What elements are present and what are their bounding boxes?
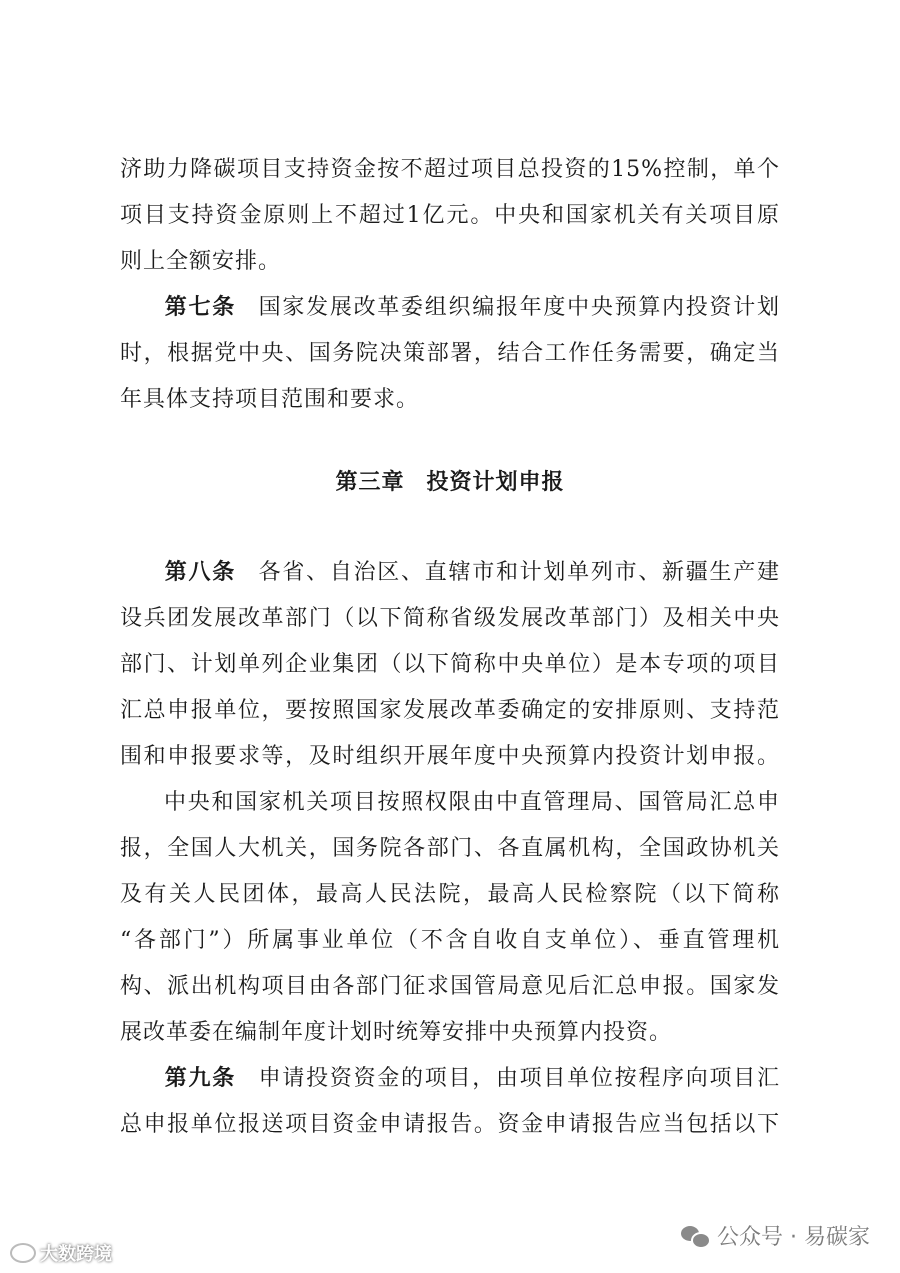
text-line: “各部门”）所属事业单位（不含自收自支单位）、垂直管理机 — [120, 928, 780, 953]
text-line: 总申报单位报送项目资金申请报告。资金申请报告应当包括以下 — [120, 1112, 780, 1137]
text-line: 项目支持资金原则上不超过1亿元。中央和国家机关有关项目原 — [120, 203, 780, 228]
article-9-label: 第九条 — [164, 1066, 236, 1091]
article-7-label: 第七条 — [164, 295, 236, 320]
text-line: 汇总申报单位，要按照国家发展改革委确定的安排原则、支持范 — [120, 698, 780, 723]
article-8-label: 第八条 — [164, 560, 236, 585]
text-line: 国家发展改革委组织编报年度中央预算内投资计划 — [257, 295, 780, 320]
corner-watermark — [10, 1240, 112, 1266]
text-line: 及有关人民团体，最高人民法院，最高人民检察院（以下简称 — [120, 882, 780, 907]
chapter-title: 投资计划申报 — [426, 470, 565, 495]
text-line: 围和申报要求等，及时组织开展年度中央预算内投资计划申报。 — [120, 744, 780, 769]
watermark-text: 公众号 · 易碳家 — [717, 1225, 870, 1250]
text-line: 年具体支持项目范围和要求。 — [120, 387, 420, 412]
chapter-heading — [0, 468, 900, 498]
text-line: 则上全额安排。 — [120, 249, 282, 274]
loop-icon — [10, 1243, 36, 1263]
text-line: 报，全国人大机关，国务院各部门、各直属机构，全国政协机关 — [120, 836, 780, 861]
text-line: 部门、计划单列企业集团（以下简称中央单位）是本专项的项目 — [120, 652, 780, 677]
text-line: 展改革委在编制年度计划时统筹安排中央预算内投资。 — [120, 1020, 673, 1045]
watermark-text: 大数跨境 — [40, 1244, 112, 1265]
text-line: 设兵团发展改革部门（以下简称省级发展改革部门）及相关中央 — [120, 606, 780, 631]
text-line: 中央和国家机关项目按照权限由中直管理局、国管局汇总申 — [164, 790, 780, 815]
article-7-line — [120, 293, 780, 323]
chapter-number: 第三章 — [335, 470, 405, 495]
text-line: 时，根据党中央、国务院决策部署，结合工作任务需要，确定当 — [120, 341, 780, 366]
text-line: 济助力降碳项目支持资金按不超过项目总投资的15%控制，单个 — [120, 157, 780, 182]
wechat-icon — [681, 1224, 709, 1248]
article-9-line — [120, 1064, 780, 1094]
text-line: 申请投资资金的项目，由项目单位按程序向项目汇 — [257, 1066, 780, 1091]
text-line: 构、派出机构项目由各部门征求国管局意见后汇总申报。国家发 — [120, 974, 780, 999]
article-8-line — [120, 558, 780, 588]
wechat-watermark — [681, 1220, 870, 1251]
text-line: 各省、自治区、直辖市和计划单列市、新疆生产建 — [257, 560, 780, 585]
